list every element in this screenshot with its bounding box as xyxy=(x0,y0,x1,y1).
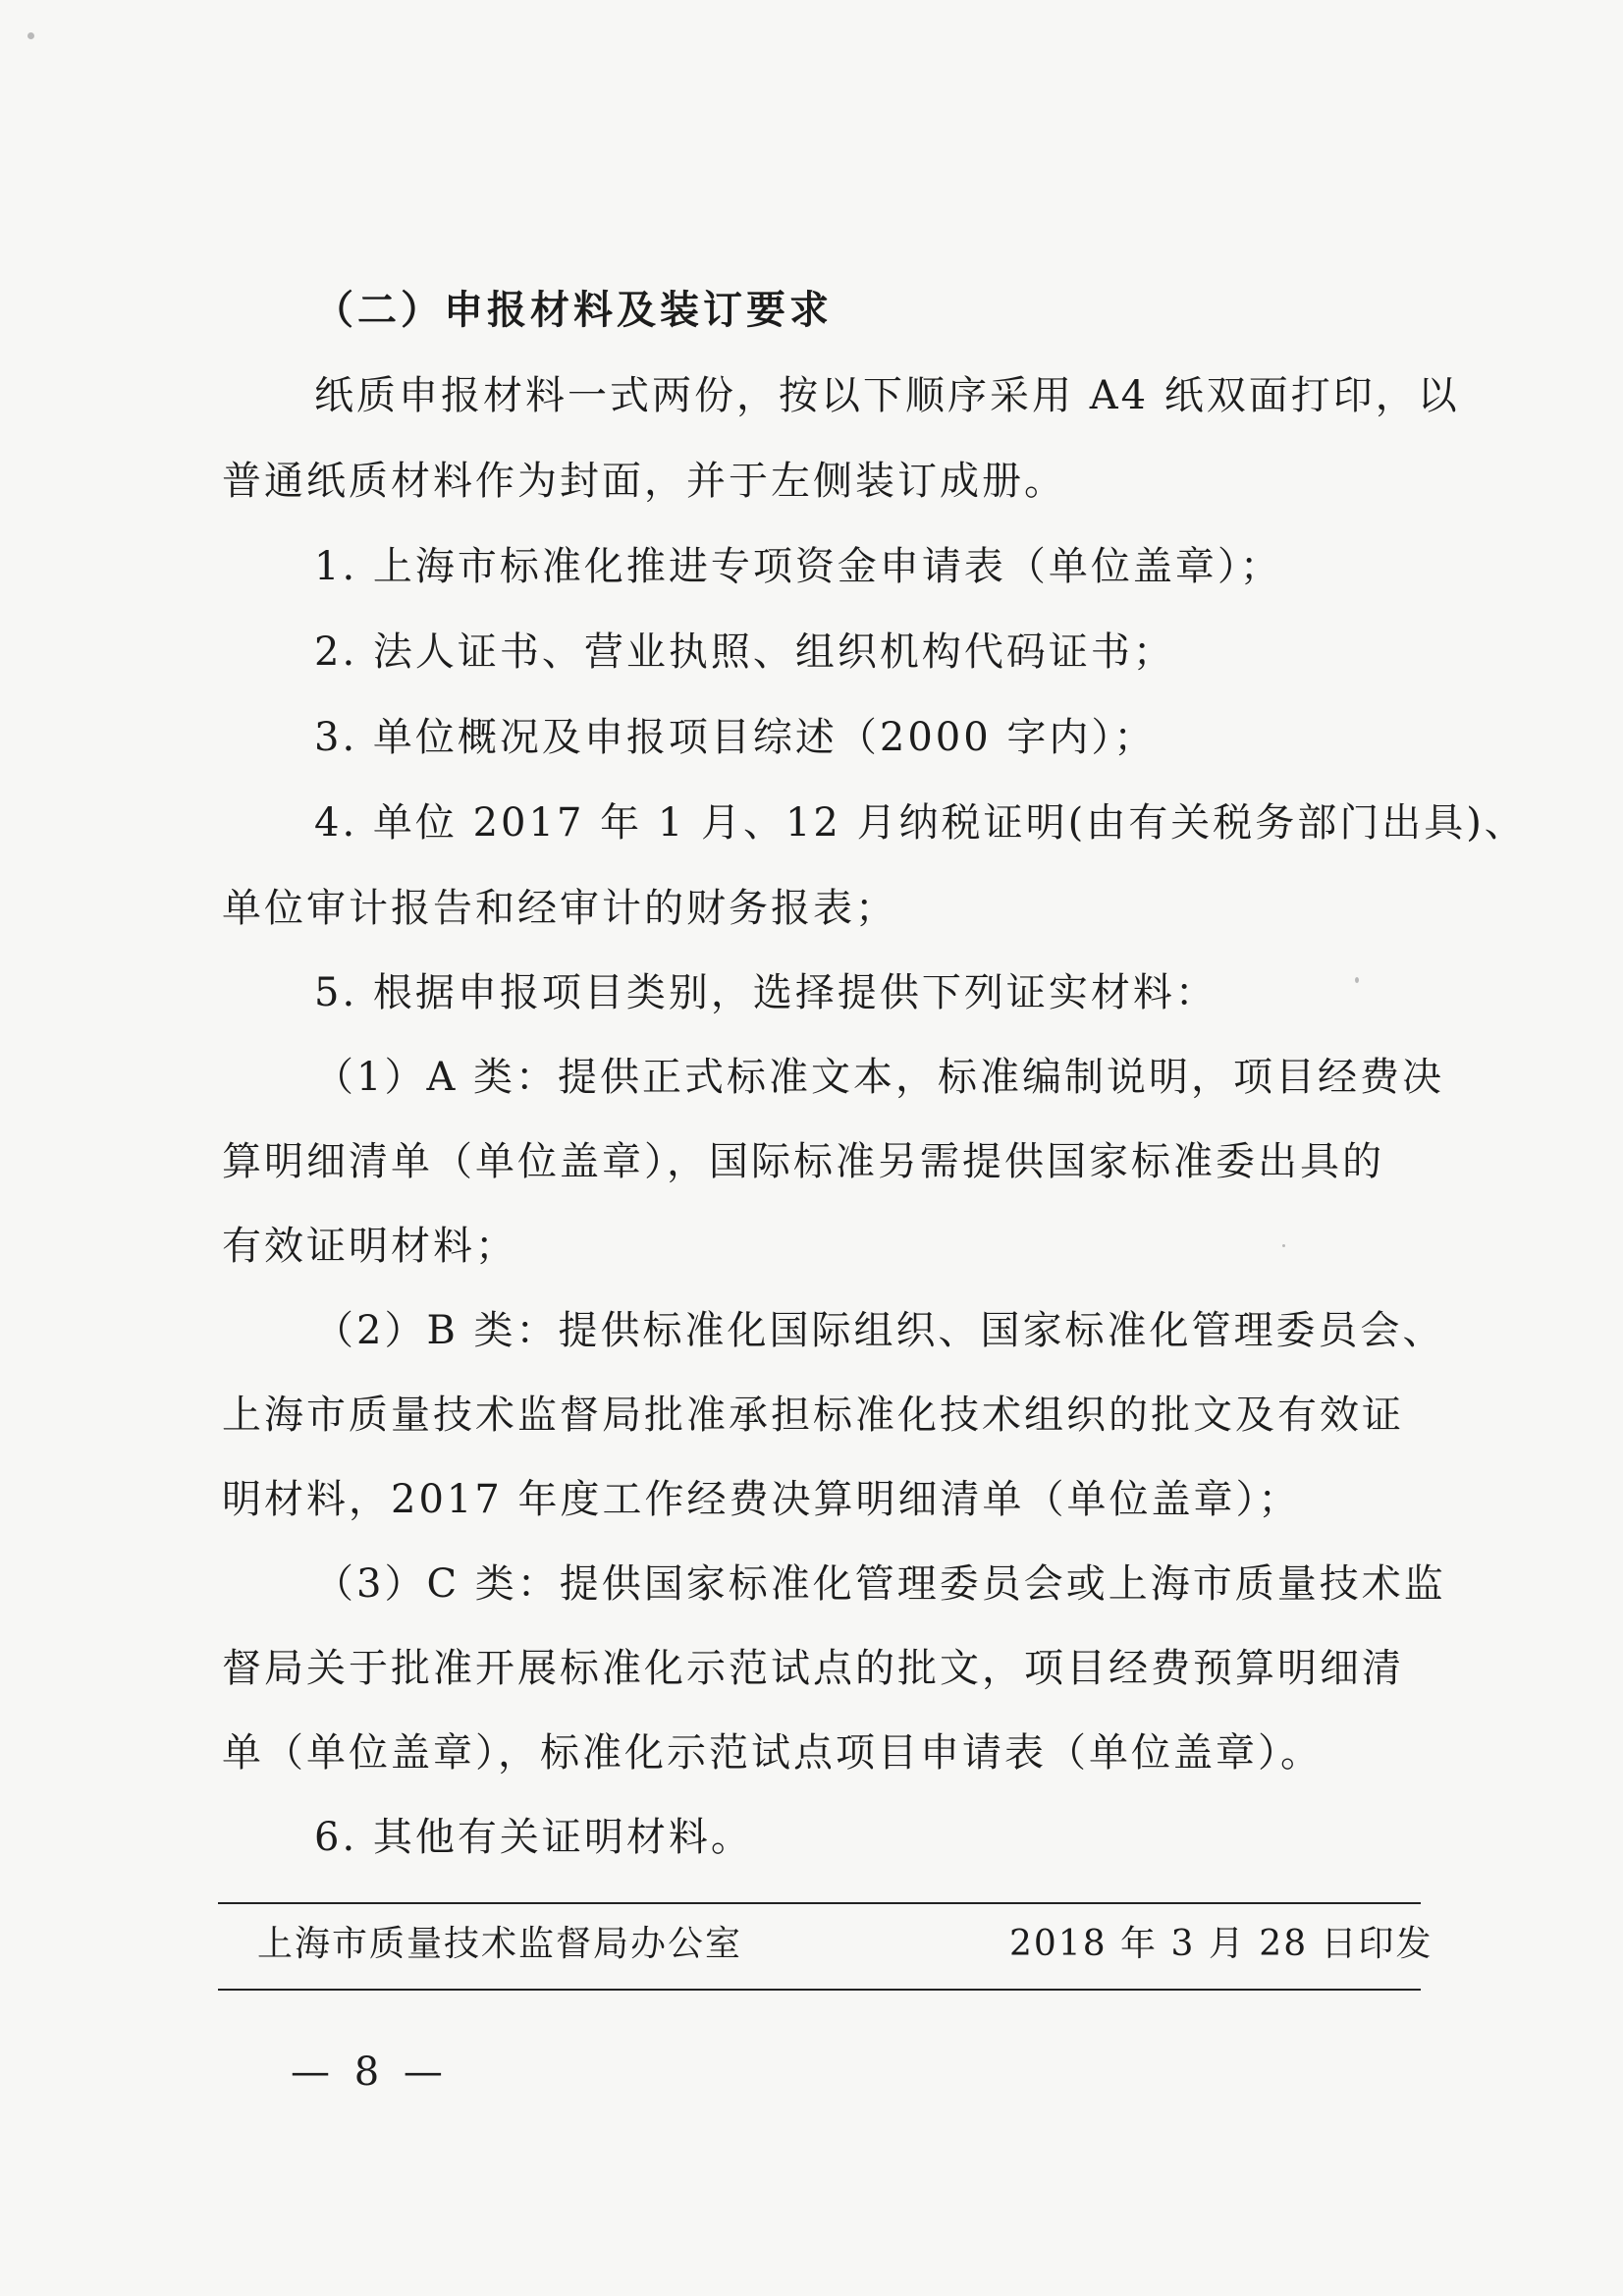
list-item-3: 3. 单位概况及申报项目综述（2000 字内）； xyxy=(314,715,1157,760)
footer-top-rule xyxy=(218,1902,1421,1904)
page-number: — 8 — xyxy=(291,2050,449,2095)
subitem-a-line-3: 有效证明材料； xyxy=(222,1224,517,1269)
list-item-5: 5. 根据申报项目类别，选择提供下列证实材料： xyxy=(314,970,1217,1015)
subitem-b-line-3: 明材料，2017 年度工作经费决算明细清单（单位盖章）； xyxy=(222,1477,1301,1522)
intro-line-1: 纸质申报材料一式两份，按以下顺序采用 A4 纸双面打印，以 xyxy=(314,373,1460,418)
subitem-b-line-1: （2）B 类：提供标准化国际组织、国家标准化管理委员会、 xyxy=(314,1308,1445,1353)
list-item-4-line-1: 4. 单位 2017 年 1 月、12 月纳税证明(由有关税务部门出具)、 xyxy=(314,800,1527,846)
subitem-b-line-2: 上海市质量技术监督局批准承担标准化技术组织的批文及有效证 xyxy=(222,1393,1404,1438)
list-item-1: 1. 上海市标准化推进专项资金申请表（单位盖章）； xyxy=(314,544,1282,589)
subitem-c-line-1: （3）C 类：提供国家标准化管理委员会或上海市质量技术监 xyxy=(314,1561,1446,1607)
subitem-c-line-2: 督局关于批准开展标准化示范试点的批文，项目经费预算明细清 xyxy=(222,1646,1404,1691)
issuer-name: 上海市质量技术监督局办公室 xyxy=(257,1924,743,1964)
subitem-a-line-2: 算明细清单（单位盖章），国际标准另需提供国家标准委出具的 xyxy=(222,1139,1384,1184)
footer-bottom-rule xyxy=(218,1989,1421,1991)
issue-date: 2018 年 3 月 28 日印发 xyxy=(1009,1924,1434,1964)
intro-line-2: 普通纸质材料作为封面，并于左侧装订成册。 xyxy=(222,459,1066,504)
subitem-a-line-1: （1）A 类：提供正式标准文本，标准编制说明，项目经费决 xyxy=(314,1055,1445,1100)
list-item-6: 6. 其他有关证明材料。 xyxy=(314,1815,753,1860)
section-heading: （二）申报材料及装订要求 xyxy=(314,288,833,333)
list-item-2: 2. 法人证书、营业执照、组织机构代码证书； xyxy=(314,629,1175,675)
scan-speck xyxy=(27,32,34,39)
subitem-c-line-3: 单（单位盖章），标准化示范试点项目申请表（单位盖章）。 xyxy=(222,1730,1323,1776)
list-item-4-line-2: 单位审计报告和经审计的财务报表； xyxy=(222,886,897,931)
